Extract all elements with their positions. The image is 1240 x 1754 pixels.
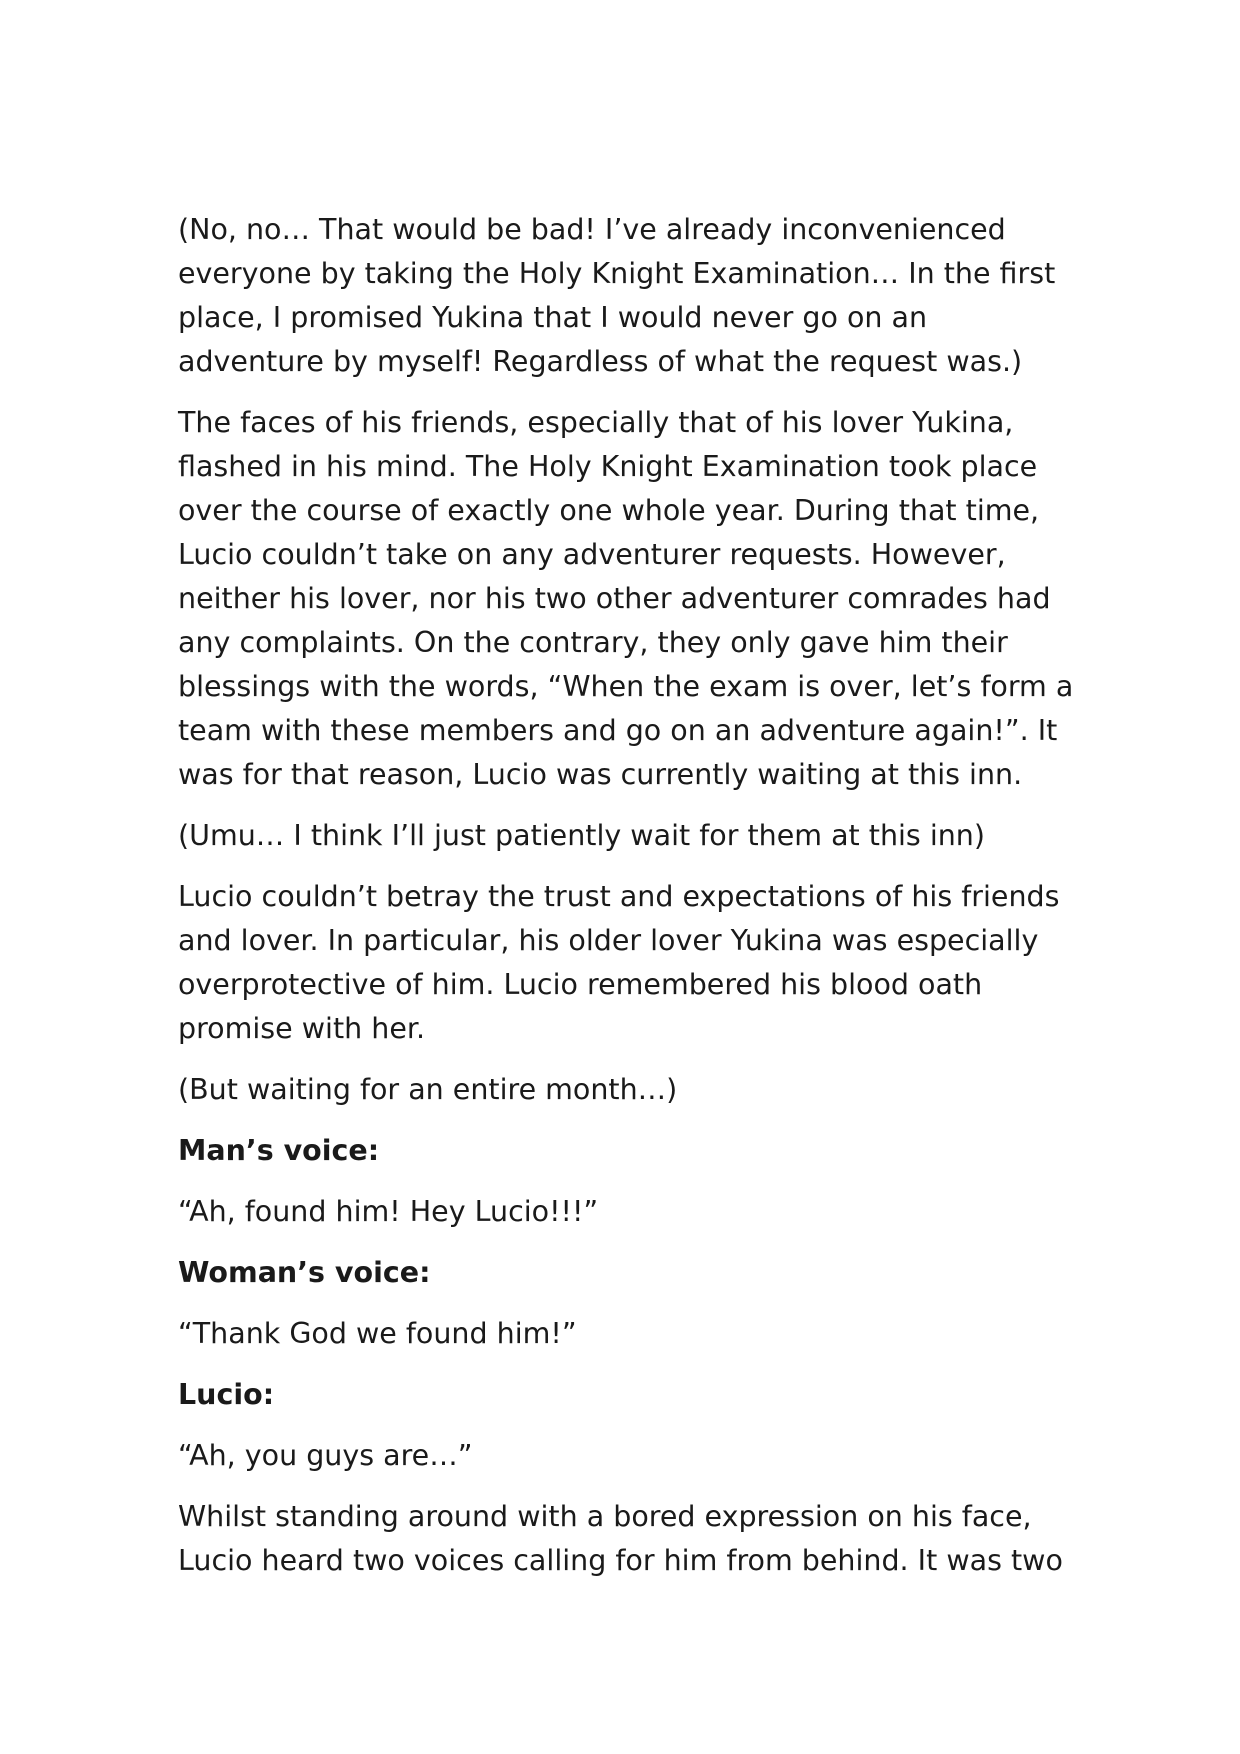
dialogue-line: “Ah, found him! Hey Lucio!!!” [178, 1195, 599, 1228]
paragraph: The faces of his friends, especially that of his lover Yukina, flashed in his mind. The Holy Knight Examination took place over the course of exactly one whole year. During that time, Lucio couldn’t take on any adventurer requests. However, neither his lover, nor his two other adventurer comrades had any complaints. On the contrary, they only gave him their blessings with the words, “When the exam is over, let’s form a team with these members and go on an adventure again!”. It was for that reason, Lucio was currently waiting at this inn. [178, 406, 1074, 791]
speaker-label: Man’s voice: [178, 1134, 380, 1167]
dialogue-line: “Ah, you guys are…” [178, 1439, 473, 1472]
paragraph: (No, no… That would be bad! I’ve already inconvenienced everyone by taking the Holy Knight Examination… In the first place, I promised Yukina that I would never go on an adventure by myself! Regardless of what the request was.) [178, 213, 1056, 378]
paragraph: Whilst standing around with a bored expression on his face, Lucio heard two voices calling for him from behind. It was two [178, 1500, 1063, 1577]
paragraph: Lucio couldn’t betray the trust and expectations of his friends and lover. In particular, his older lover Yukina was especially overprotective of him. Lucio remembered his blood oath promise with her. [178, 880, 1060, 1045]
paragraph: (But waiting for an entire month…) [178, 1073, 678, 1106]
dialogue-line: “Thank God we found him!” [178, 1317, 577, 1350]
document-body [178, 208, 1078, 1600]
paragraph: (Umu… I think I’ll just patiently wait for them at this inn) [178, 819, 985, 852]
speaker-label: Lucio: [178, 1378, 275, 1411]
speaker-label: Woman’s voice: [178, 1256, 431, 1289]
